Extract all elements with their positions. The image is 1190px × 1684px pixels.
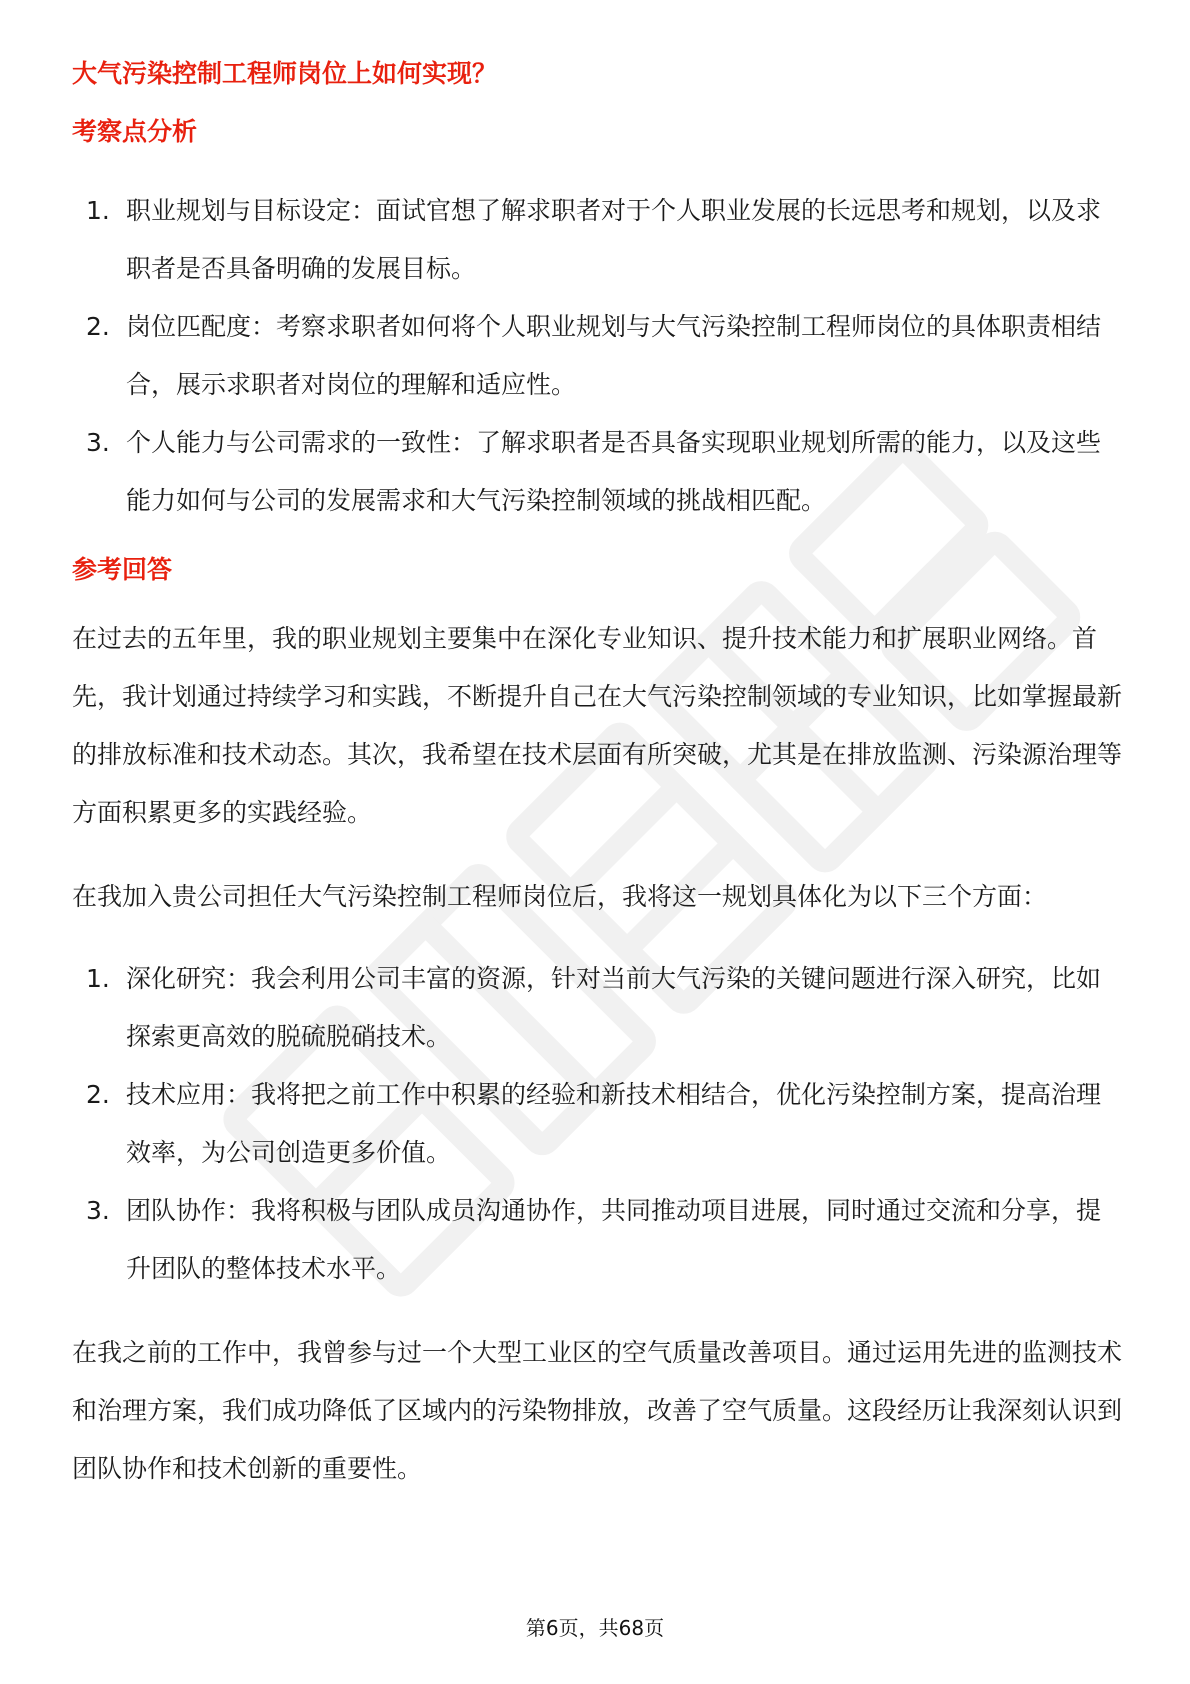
list-item-text: 岗位匹配度：考察求职者如何将个人职业规划与大气污染控制工程师岗位的具体职责相结合，展示求职者对岗位的理解和适应性。 <box>126 312 1102 399</box>
answer-list <box>72 950 1122 1298</box>
list-item <box>72 950 1122 1066</box>
list-item-text: 个人能力与公司需求的一致性：了解求职者是否具备实现职业规划所需的能力，以及这些能力如何与公司的发展需求和大气污染控制领域的挑战相匹配。 <box>126 428 1102 515</box>
page-content <box>72 54 1122 1498</box>
list-item-number: 3. <box>86 1196 110 1225</box>
list-item-text: 技术应用：我将把之前工作中积累的经验和新技术相结合，优化污染控制方案，提高治理效率，为公司创造更多价值。 <box>126 1080 1102 1167</box>
answer-paragraph-2: 在我加入贵公司担任大气污染控制工程师岗位后，我将这一规划具体化为以下三个方面： <box>72 882 1048 911</box>
list-item-number: 1. <box>86 196 110 225</box>
answer-paragraph-1: 在过去的五年里，我的职业规划主要集中在深化专业知识、提升技术能力和扩展职业网络。首先，我计划通过持续学习和实践，不断提升自己在大气污染控制领域的专业知识，比如掌握最新的排放标准和技术动态。其次，我希望在技术层面有所突破，尤其是在排放监测、污染源治理等方面积累更多的实践经验。 <box>72 624 1123 827</box>
list-item <box>72 1066 1122 1182</box>
list-item-text: 职业规划与目标设定：面试官想了解求职者对于个人职业发展的长远思考和规划，以及求职者是否具备明确的发展目标。 <box>126 196 1102 283</box>
answer-paragraph-3: 在我之前的工作中，我曾参与过一个大型工业区的空气质量改善项目。通过运用先进的监测技术和治理方案，我们成功降低了区域内的污染物排放，改善了空气质量。这段经历让我深刻认识到团队协作和技术创新的重要性。 <box>72 1338 1123 1483</box>
list-item <box>72 298 1122 414</box>
list-item <box>72 414 1122 530</box>
list-item-text: 团队协作：我将积极与团队成员沟通协作，共同推动项目进展，同时通过交流和分享，提升团队的整体技术水平。 <box>126 1196 1102 1283</box>
page-number: 第6页，共68页 <box>525 1616 665 1640</box>
list-item-number: 1. <box>86 964 110 993</box>
list-item-text: 深化研究：我会利用公司丰富的资源，针对当前大气污染的关键问题进行深入研究，比如探索更高效的脱硫脱硝技术。 <box>126 964 1102 1051</box>
analysis-heading: 考察点分析 <box>72 117 198 146</box>
list-item-number: 2. <box>86 1080 110 1109</box>
list-item <box>72 1182 1122 1298</box>
list-item-number: 2. <box>86 312 110 341</box>
list-item-number: 3. <box>86 428 110 457</box>
list-item <box>72 182 1122 298</box>
analysis-list <box>72 182 1122 530</box>
question-title: 大气污染控制工程师岗位上如何实现？ <box>72 59 498 88</box>
answer-heading: 参考回答 <box>72 555 173 584</box>
